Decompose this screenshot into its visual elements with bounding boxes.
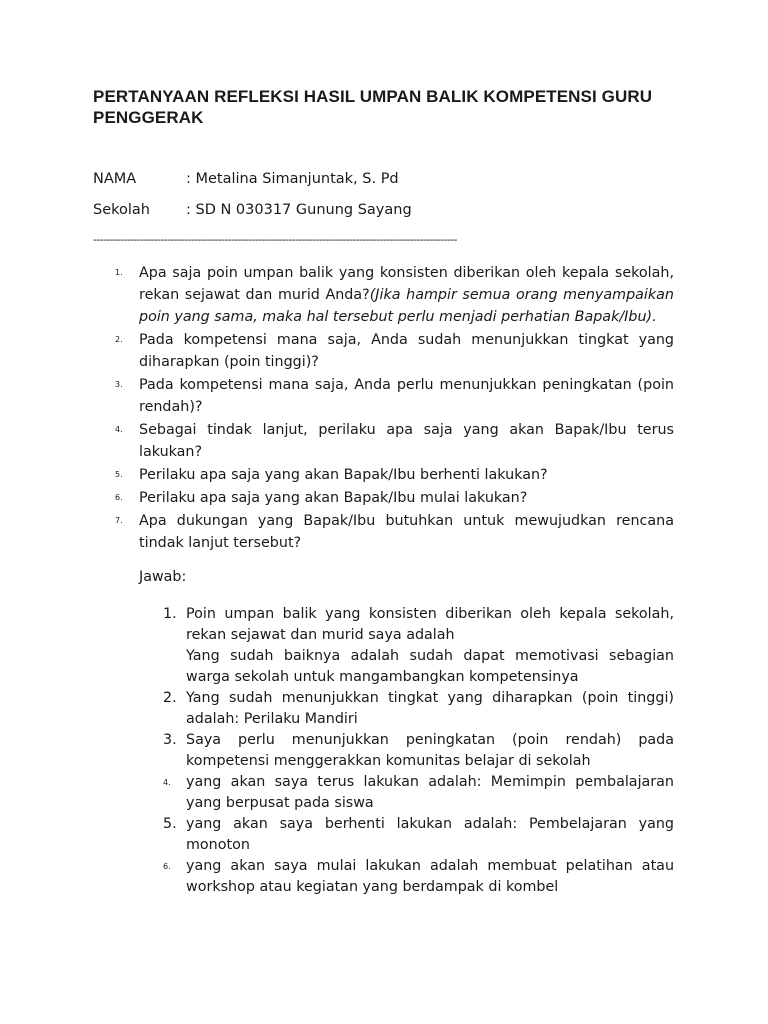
question-number: 7. [115,516,123,525]
answer-item [93,856,674,898]
question-italic-note: (Jika hampir semua orang menyampaikan poin yang sama, maka hal tersebut perlu menjadi perhatian Bapak/Ibu). [139,287,674,325]
question-main-text: Apa saja poin umpan balik yang konsisten diberikan oleh kepala sekolah, rekan sejawat dan murid Anda? [139,265,674,303]
identity-block [93,169,674,231]
question-number: 2. [115,335,123,344]
question-number: 6. [115,493,123,502]
question-item [93,374,674,418]
answer-text: Saya perlu menunjukkan peningkatan (poin rendah) pada kompetensi menggerakkan komunitas belajar di sekolah [186,732,674,769]
question-text: Pada kompetensi mana saja, Anda perlu menunjukkan peningkatan (poin rendah)? [139,377,674,415]
question-number: 5. [115,470,123,479]
school-label: Sekolah [93,202,150,218]
answer-number: 4. [163,778,171,787]
question-number: 4. [115,425,123,434]
school-row [93,200,674,231]
answer-number: 5. [163,816,177,832]
question-item [93,262,674,328]
question-list [93,262,674,554]
question-item [93,329,674,373]
answer-text: yang akan saya terus lakukan adalah: Memimpin pembalajaran yang berpusat pada siswa [186,774,674,811]
dashed-divider: ------------------------------------------------------------------------------------------------------------ [93,233,457,246]
question-text: Perilaku apa saja yang akan Bapak/Ibu mulai lakukan? [139,490,528,506]
document-title: PERTANYAAN REFLEKSI HASIL UMPAN BALIK KOMPETENSI GURU PENGGERAK [93,87,653,127]
answer-text [186,604,674,688]
answer-extra-text: Yang sudah baiknya adalah sudah dapat memotivasi sebagian warga sekolah untuk mangambangkan kompetensinya [186,648,674,685]
school-value: : SD N 030317 Gunung Sayang [186,202,412,218]
answer-heading: Jawab: [139,569,187,585]
question-text: Sebagai tindak lanjut, perilaku apa saja yang akan Bapak/Ibu terus lakukan? [139,422,674,460]
answer-main-text: Poin umpan balik yang konsisten diberikan oleh kepala sekolah, rekan sejawat dan murid saya adalah [186,606,674,643]
name-value: : Metalina Simanjuntak, S. Pd [186,171,399,187]
answer-number: 1. [163,606,177,622]
question-item [93,510,674,554]
question-number: 1. [115,268,123,277]
question-text [139,262,674,328]
answer-list [93,604,674,898]
answer-number: 3. [163,732,177,748]
question-number: 3. [115,380,123,389]
answer-item [93,772,674,814]
name-label: NAMA [93,171,137,187]
answer-item [93,730,674,772]
question-item [93,419,674,463]
answer-item [93,604,674,688]
name-row [93,169,674,200]
answer-text: Yang sudah menunjukkan tingkat yang diharapkan (poin tinggi) adalah: Perilaku Mandiri [186,690,674,727]
answer-number: 6. [163,862,171,871]
question-text: Apa dukungan yang Bapak/Ibu butuhkan untuk mewujudkan rencana tindak lanjut tersebut? [139,513,674,551]
question-text: Perilaku apa saja yang akan Bapak/Ibu berhenti lakukan? [139,467,548,483]
question-item [93,464,674,486]
question-text: Pada kompetensi mana saja, Anda sudah menunjukkan tingkat yang diharapkan (poin tinggi)? [139,332,674,370]
answer-item [93,814,674,856]
answer-text: yang akan saya berhenti lakukan adalah: Pembelajaran yang monoton [186,816,674,853]
question-item [93,487,674,509]
answer-number: 2. [163,690,177,706]
answer-text: yang akan saya mulai lakukan adalah membuat pelatihan atau workshop atau kegiatan yang berdampak di kombel [186,858,674,895]
answer-item [93,688,674,730]
